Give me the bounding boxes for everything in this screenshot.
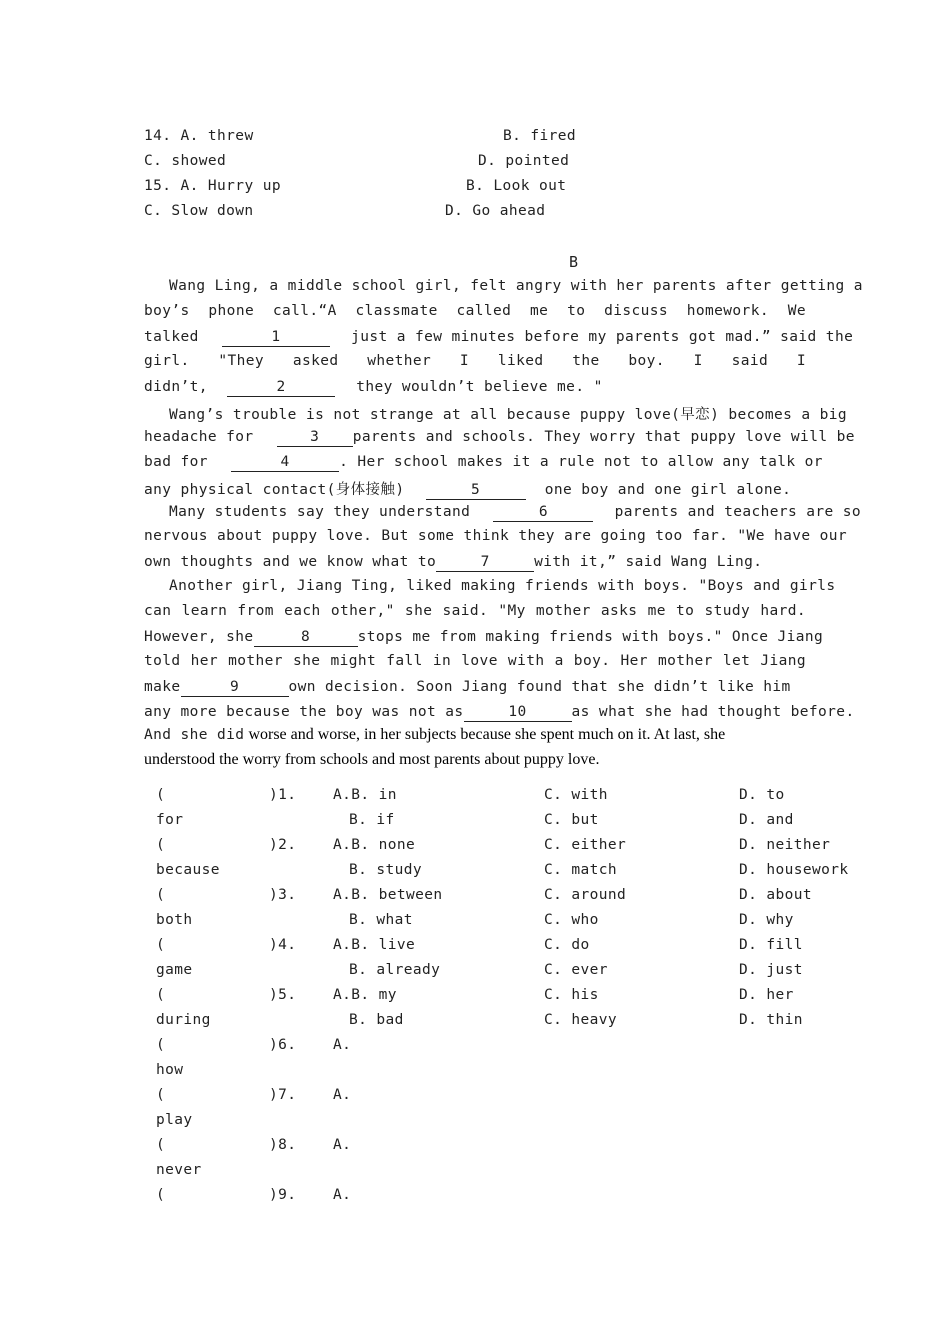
- question-3-option-c2[interactable]: C. who: [544, 912, 599, 928]
- passage-line: understood the worry from schools and most parents about puppy love.: [144, 751, 600, 768]
- passage-line: headache for 3 parents and schools. They worry that puppy love will be: [144, 429, 855, 445]
- answer-bracket-open-9[interactable]: (: [156, 1187, 166, 1203]
- question-2-option-d[interactable]: D. neither: [739, 837, 831, 853]
- passage-line: boy’s phone call.“A classmate called me to discuss homework. We: [144, 303, 806, 319]
- passage-line: Wang’s trouble is not strange at all because puppy love(早恋) becomes a big: [169, 407, 848, 423]
- question-2-option-d2[interactable]: D. housework: [739, 862, 849, 878]
- question-2-wrapped-option[interactable]: because: [156, 862, 220, 878]
- blank-2[interactable]: 2: [227, 378, 335, 397]
- q14-option-b: B. fired: [503, 128, 577, 144]
- question-1-wrapped-option[interactable]: for: [156, 812, 184, 828]
- question-7-option-a[interactable]: A.: [333, 1087, 352, 1103]
- passage-line: girl. "They asked whether I liked the boy. I said I: [144, 353, 806, 369]
- passage-line: nervous about puppy love. But some think they are going too far. "We have our: [144, 528, 847, 544]
- answer-bracket-open-5[interactable]: (: [156, 987, 166, 1003]
- answer-bracket-open-6[interactable]: (: [156, 1037, 166, 1053]
- passage-line: Another girl, Jiang Ting, liked making friends with boys. "Boys and girls: [169, 578, 836, 594]
- question-number-8: )8.: [269, 1137, 297, 1153]
- question-number-1: )1.: [269, 787, 297, 803]
- answer-bracket-open-1[interactable]: (: [156, 787, 166, 803]
- question-1-option-d[interactable]: D. to: [739, 787, 785, 803]
- question-3-option-d2[interactable]: D. why: [739, 912, 794, 928]
- question-4-option-a[interactable]: A.B. live: [333, 937, 416, 953]
- question-number-2: )2.: [269, 837, 297, 853]
- question-1-option-c[interactable]: C. with: [544, 787, 608, 803]
- question-number-9: )9.: [269, 1187, 297, 1203]
- question-3-option-c[interactable]: C. around: [544, 887, 627, 903]
- answer-bracket-open-4[interactable]: (: [156, 937, 166, 953]
- question-6-wrapped-option[interactable]: how: [156, 1062, 184, 1078]
- passage-line: didn’t, 2 they wouldn’t believe me. ": [144, 379, 603, 395]
- passage-line: own thoughts and we know what to 7 with it,” said Wang Ling.: [144, 554, 763, 570]
- passage-line: However, she 8 stops me from making friends with boys." Once Jiang: [144, 629, 824, 645]
- question-4-option-c2[interactable]: C. ever: [544, 962, 608, 978]
- q14-option-d: D. pointed: [478, 153, 570, 169]
- question-2-option-c[interactable]: C. either: [544, 837, 627, 853]
- question-7-wrapped-option[interactable]: play: [156, 1112, 193, 1128]
- question-3-option-b[interactable]: B. what: [349, 912, 413, 928]
- question-number-4: )4.: [269, 937, 297, 953]
- question-4-option-b[interactable]: B. already: [349, 962, 441, 978]
- passage-line: Wang Ling, a middle school girl, felt angry with her parents after getting a: [169, 278, 863, 294]
- question-2-option-a[interactable]: A.B. none: [333, 837, 416, 853]
- answer-bracket-open-2[interactable]: (: [156, 837, 166, 853]
- question-2-option-b[interactable]: B. study: [349, 862, 423, 878]
- blank-1[interactable]: 1: [222, 328, 330, 347]
- blank-3[interactable]: 3: [277, 428, 353, 447]
- question-5-option-d2[interactable]: D. thin: [739, 1012, 803, 1028]
- question-1-option-a[interactable]: A.B. in: [333, 787, 397, 803]
- passage-line: bad for 4 . Her school makes it a rule not to allow any talk or: [144, 454, 823, 470]
- question-5-option-a[interactable]: A.B. my: [333, 987, 397, 1003]
- passage-line: can learn from each other," she said. "My mother asks me to study hard.: [144, 603, 806, 619]
- question-4-option-c[interactable]: C. do: [544, 937, 590, 953]
- question-5-option-c2[interactable]: C. heavy: [544, 1012, 618, 1028]
- answer-bracket-open-3[interactable]: (: [156, 887, 166, 903]
- passage-line: any physical contact(身体接触) 5 one boy and one girl alone.: [144, 482, 792, 498]
- question-8-option-a[interactable]: A.: [333, 1137, 352, 1153]
- q15-option-a: 15. A. Hurry up: [144, 178, 281, 194]
- passage-line: told her mother she might fall in love with a boy. Her mother let Jiang: [144, 653, 806, 669]
- blank-4[interactable]: 4: [231, 453, 339, 472]
- question-1-option-b[interactable]: B. if: [349, 812, 395, 828]
- question-5-option-b[interactable]: B. bad: [349, 1012, 404, 1028]
- question-3-option-d[interactable]: D. about: [739, 887, 813, 903]
- question-3-wrapped-option[interactable]: both: [156, 912, 193, 928]
- blank-6[interactable]: 6: [493, 503, 593, 522]
- question-4-option-d2[interactable]: D. just: [739, 962, 803, 978]
- passage-line: any more because the boy was not as 10 as what she had thought before.: [144, 704, 855, 720]
- question-number-3: )3.: [269, 887, 297, 903]
- answer-bracket-open-7[interactable]: (: [156, 1087, 166, 1103]
- question-6-option-a[interactable]: A.: [333, 1037, 352, 1053]
- blank-5[interactable]: 5: [426, 481, 526, 500]
- question-2-option-c2[interactable]: C. match: [544, 862, 618, 878]
- question-5-wrapped-option[interactable]: during: [156, 1012, 211, 1028]
- q14-option-a: 14. A. threw: [144, 128, 254, 144]
- q14-option-c: C. showed: [144, 153, 227, 169]
- blank-9[interactable]: 9: [181, 678, 289, 697]
- question-8-wrapped-option[interactable]: never: [156, 1162, 202, 1178]
- question-number-7: )7.: [269, 1087, 297, 1103]
- question-1-option-c2[interactable]: C. but: [544, 812, 599, 828]
- q15-option-b: B. Look out: [466, 178, 567, 194]
- passage-line: make 9 own decision. Soon Jiang found that she didn’t like him: [144, 679, 791, 695]
- question-1-option-d2[interactable]: D. and: [739, 812, 794, 828]
- question-4-wrapped-option[interactable]: game: [156, 962, 193, 978]
- question-number-6: )6.: [269, 1037, 297, 1053]
- question-4-option-d[interactable]: D. fill: [739, 937, 803, 953]
- question-5-option-d[interactable]: D. her: [739, 987, 794, 1003]
- question-number-5: )5.: [269, 987, 297, 1003]
- answer-bracket-open-8[interactable]: (: [156, 1137, 166, 1153]
- question-9-option-a[interactable]: A.: [333, 1187, 352, 1203]
- section-title: B: [569, 253, 579, 271]
- blank-7[interactable]: 7: [436, 553, 534, 572]
- blank-8[interactable]: 8: [254, 628, 358, 647]
- passage-line: And she did worse and worse, in her subjects because she spent much on it. At last, she: [144, 726, 726, 743]
- q15-option-d: D. Go ahead: [445, 203, 546, 219]
- q15-option-c: C. Slow down: [144, 203, 254, 219]
- question-3-option-a[interactable]: A.B. between: [333, 887, 443, 903]
- passage-line: talked 1 just a few minutes before my parents got mad.” said the: [144, 329, 854, 345]
- blank-10[interactable]: 10: [464, 703, 572, 722]
- question-5-option-c[interactable]: C. his: [544, 987, 599, 1003]
- passage-line: Many students say they understand 6 parents and teachers are so: [169, 504, 862, 520]
